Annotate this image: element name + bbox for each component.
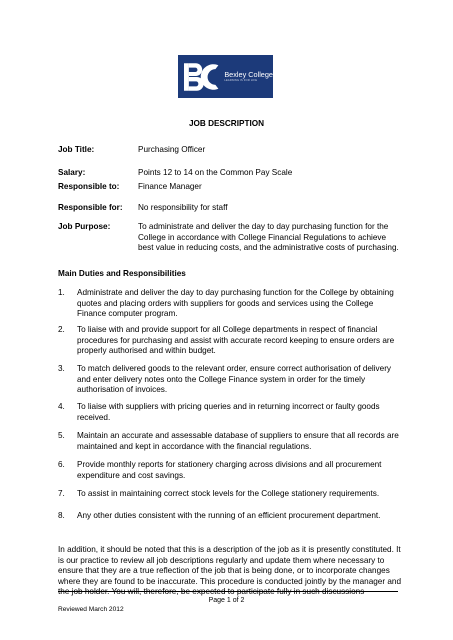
salary-value: Points 12 to 14 on the Common Pay Scale [138, 168, 293, 177]
duty-text: To match delivered goods to the relevant order, ensure correct authorisation of delivery and enter delivery notes onto the College Finance system in order for the timely authorisation of invoices. [77, 364, 392, 394]
duty-item [58, 402, 403, 423]
duty-text: To liaise with and provide support for all College departments in respect of financial procedures for purchasing and assist with accurate record keeping to ensure orders are properly authorised and within budget. [77, 325, 395, 355]
logo-name: Bexley College [224, 70, 273, 79]
footer-divider [58, 591, 398, 592]
duty-text: To assist in maintaining correct stock levels for the College stationery requirements. [77, 489, 380, 498]
reviewed-date: Reviewed March 2012 [58, 606, 124, 613]
duty-item [58, 489, 403, 500]
page-number: Page 1 of 2 [208, 597, 245, 604]
college-logo [178, 55, 273, 98]
duty-number: 5. [58, 431, 65, 440]
responsible-to-label: Responsible to: [58, 182, 120, 191]
job-purpose-label: Job Purpose: [58, 222, 111, 231]
responsible-for-label: Responsible for: [58, 203, 123, 212]
duty-number: 1. [58, 288, 65, 297]
duty-item [58, 511, 403, 522]
duty-item [58, 288, 403, 320]
document-title: JOB DESCRIPTION [188, 119, 265, 128]
responsible-for-value: No responsibility for staff [138, 203, 228, 212]
job-title-label: Job Title: [58, 145, 95, 154]
salary-label: Salary: [58, 168, 86, 177]
duty-item [58, 431, 403, 452]
logo-tagline: LEARNING IS FOR LIFE [224, 79, 258, 82]
duty-text: Provide monthly reports for stationery charging across divisions and all procurement expenditure and cost savings. [77, 460, 382, 480]
duty-text: Administrate and deliver the day to day purchasing function for the College by obtaining quotes and placing orders with suppliers for goods and services using the College Finance computer program. [77, 288, 394, 318]
duty-number: 3. [58, 364, 65, 373]
closing-paragraph: In addition, it should be noted that this is a description of the job as it is presently constituted. It is our practice to review all job descriptions regularly and update them where necessary to ensure that they are a true reflection of the job that is being done, or to incorporate changes where they are found to be inaccurate. This procedure is conducted jointly by the manager and the job holder. You will, therefore, be expected to participate fully in such discussions [58, 545, 402, 597]
job-title-value: Purchasing Officer [138, 145, 206, 154]
duty-text: To liaise with suppliers with pricing queries and in returning incorrect or faulty goods received. [77, 402, 380, 422]
duty-number: 8. [58, 511, 65, 520]
job-purpose-value: To administrate and deliver the day to day purchasing function for the College in accordance with College Financial Regulations to achieve best value in reducing costs, and the administrative costs of purchasing. [138, 222, 399, 252]
duty-item [58, 460, 403, 481]
duty-item [58, 325, 403, 357]
duty-item [58, 364, 403, 396]
duty-text: Any other duties consistent with the running of an efficient procurement department. [77, 511, 381, 520]
responsible-to-value: Finance Manager [138, 182, 202, 191]
bc-monogram-icon [184, 62, 221, 92]
duty-number: 7. [58, 489, 65, 498]
duty-number: 4. [58, 402, 65, 411]
duty-text: Maintain an accurate and assessable database of suppliers to ensure that all records are maintained and kept in accordance with the financial regulations. [77, 431, 399, 451]
duties-heading: Main Duties and Responsibilities [58, 269, 186, 278]
duty-number: 6. [58, 460, 65, 469]
duty-number: 2. [58, 325, 65, 334]
